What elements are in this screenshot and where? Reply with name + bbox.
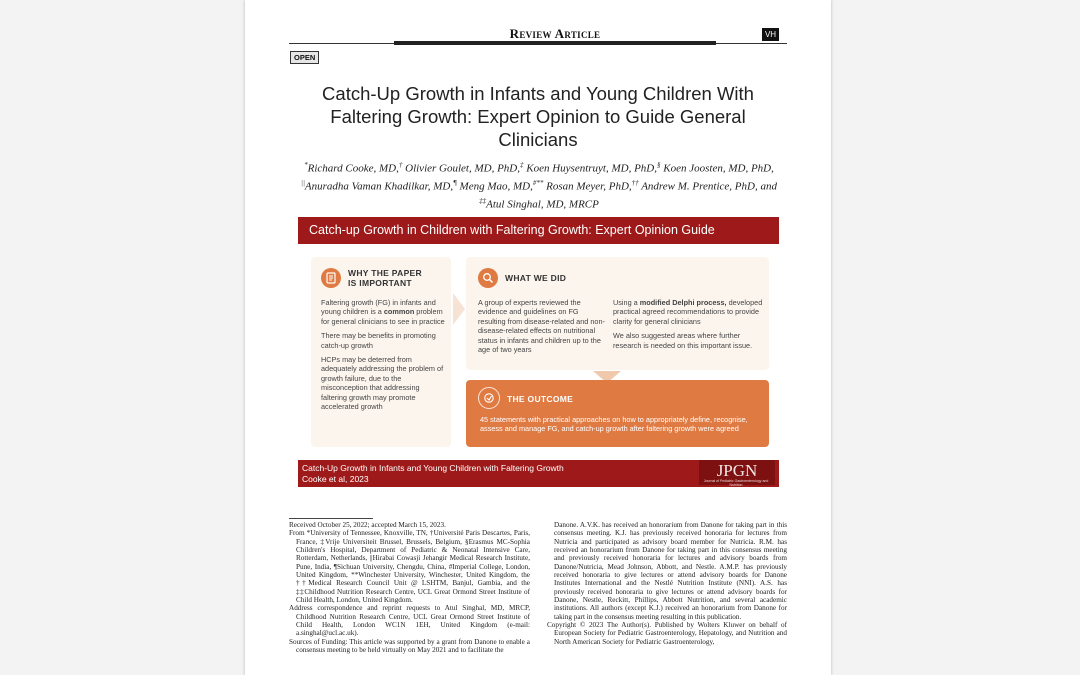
why-emphasis: common	[383, 307, 415, 317]
outcome-heading: THE OUTCOME	[507, 394, 574, 404]
copyright: Copyright © 2023 The Author(s). Published by Wolters Kluwer on behalf of European Society for Pediatric Gastroenterology, Hepatology, and Nutrition and North American Society for Pediatric Gastroenterology,	[547, 621, 787, 646]
author-affiliation-mark: ¶	[453, 179, 457, 188]
further-research-paragraph: We also suggested areas where further research is needed on this important issue.	[613, 331, 753, 350]
journal-badge: VH	[762, 28, 779, 41]
correspondence: Address correspondence and reprint requests to Atul Singhal, MD, MRCP, Childhood Nutrition Research Centre, UCL Great Ormond Street Institute of Child Health, London WC1N 1EH, United Kingdom (e-mail: a.singhal@ucl.ac.uk).	[289, 604, 530, 638]
author-affiliation-mark: ††	[631, 179, 639, 188]
author-name: Meng Mao, MD,	[456, 180, 533, 193]
what-we-did-col-2	[613, 298, 763, 355]
delphi-paragraph	[613, 298, 763, 326]
header-rule-right	[716, 43, 787, 44]
outcome-text: 45 statements with practical approaches on how to appropriately define, recognise, assess and manage FG, and catch-up growth after faltering growth were agreed	[480, 415, 748, 434]
author-name: Koen Joosten, MD, PhD,	[660, 162, 774, 175]
author-name: Atul Singhal, MD, MRCP	[486, 198, 599, 211]
author-affiliation-mark: ‡	[520, 161, 524, 169]
magnifier-icon	[478, 268, 498, 288]
outcome-card	[466, 380, 769, 447]
why-text: Faltering growth (FG) in infants and young children is a	[321, 298, 436, 317]
disclosures: Danone. A.V.K. has received an honorarium from Danone for taking part in this consensus meeting. K.J. has previously received honoraria for lectures from Nutricia and participated as advisory board member for Nutricia. R.M. has received an honorarium from Danone for taking part in this consensus meeting and previously received honoraria for lectures and advisory boards from Danone/Nutricia, Mead Johnson, Abbott, and Nestle. A.M.P. has previously received honoraria to give lectures or attend advisory boards for Danone Institutes International and the Nestlé Nutrition Institute (NNI). A.S. has previously received honoraria to give lectures or attend advisory boards for Danone, Nestle, Reckitt, Phillips, Abbott Nutrition, and several academic institutions. All authors (except K.J.) received an honorarium from Danone for taking part in the consensus meeting resulting in this publication.	[554, 521, 787, 621]
footnotes-right-column	[547, 521, 787, 646]
article-title: Catch-Up Growth in Infants and Young Children With Faltering Growth: Expert Opinion to Guide General Clinicians	[322, 83, 754, 150]
footer-citation-title: Catch-Up Growth in Infants and Young Children with Faltering Growth	[302, 463, 564, 473]
author-line-2	[285, 176, 793, 194]
received-dates: Received October 25, 2022; accepted March 15, 2023.	[289, 521, 446, 529]
author-name: Anuradha Vaman Khadilkar, MD,	[304, 180, 454, 193]
footer-citation-authors: Cooke et al, 2023	[302, 473, 369, 484]
footnote-rule	[289, 518, 373, 519]
author-affiliation-mark: †	[398, 161, 403, 169]
author-name: Richard Cooke, MD,	[307, 162, 399, 175]
footnotes-left-column	[289, 521, 530, 655]
author-name: Olivier Goulet, MD, PhD,	[402, 162, 520, 175]
graphical-abstract-title: Catch-up Growth in Children with Faltering Growth: Expert Opinion Guide	[298, 217, 779, 244]
author-name: Rosan Meyer, PhD,	[543, 180, 632, 193]
funding-sources: Sources of Funding: This article was supported by a grant from Danone to enable a consensus meeting to be held virtually on May 2021 and to facilitate the	[289, 637, 530, 655]
flow-arrow-right	[453, 293, 465, 325]
what-we-did-col-1: A group of experts reviewed the evidence and guidelines on FG resulting from disease-related and non-disease-related effects on nutritional status in infants and children up to the age of two years	[478, 298, 605, 355]
jpgn-logo: JPGN	[699, 460, 775, 485]
author-name: Koen Huysentruyt, MD, PhD,	[523, 162, 658, 175]
header-rule-left	[289, 43, 394, 44]
graphical-abstract	[298, 217, 779, 487]
document-icon	[321, 268, 341, 288]
why-heading-line-2: IS IMPORTANT	[348, 278, 412, 288]
did-emphasis: modified Delphi process,	[639, 298, 727, 307]
why-heading-line-1: WHY THE PAPER	[348, 268, 422, 278]
author-affiliation-mark: ‡‡	[479, 197, 487, 206]
why-text: problem for general clinicians to see in practice	[321, 307, 445, 326]
outcome-icon	[478, 387, 500, 409]
author-affiliation-mark: ||	[301, 179, 305, 188]
what-we-did-card	[466, 257, 769, 370]
did-text: Using a	[613, 298, 640, 307]
author-list	[285, 158, 793, 212]
document-page	[245, 0, 831, 675]
author-affiliation-mark: §	[657, 161, 661, 169]
why-point-2: There may be benefits in promoting catch-up growth	[321, 331, 436, 350]
author-name: Andrew M. Prentice, PhD, and	[638, 180, 777, 193]
why-heading	[348, 268, 422, 288]
author-line-3	[285, 194, 793, 212]
why-body	[321, 298, 446, 416]
section-heading: Review Article	[509, 26, 601, 41]
why-point-3: HCPs may be deterred from adequately addressing the problem of growth failure, due to the misconception that addressing faltering growth may promote accelerated growth	[321, 355, 444, 412]
author-affiliation-mark: *	[304, 161, 308, 169]
what-we-did-heading: WHAT WE DID	[505, 273, 567, 283]
why-point-1	[321, 298, 446, 326]
affiliations: From *University of Tennessee, Knoxville, TN, †Université Paris Descartes, Paris, France, ‡Vrije Universiteit Brussel, Brussels, Belgium, §Erasmus MC-Sophia Children's Hospital, Department of Pediatric & Neonatal Intensive Care, Rotterdam, Netherlands, ||Hirabai Cowasji Jehangir Medical Research Institute, Pune, India, ¶Sichuan University, Chengdu, China, #Imperial College, London, United Kingdom, **Winchester University, Winchester, United Kingdom, the ††Medical Research Council Unit @ LSHTM, Banjul, Gambia, and the ‡‡Childhood Nutrition Research Centre, UCL Great Ormond Street Institute of Child Health, London, United Kingdom.	[289, 529, 530, 605]
why-important-card	[311, 257, 451, 447]
jpgn-logo-subtitle: Journal of Pediatric Gastroenterology and Nutrition	[703, 479, 769, 487]
did-text: developed practical agreed recommendations to provide clarity for general clinicians	[613, 298, 763, 326]
author-affiliation-mark: #**	[532, 179, 544, 188]
open-access-badge: OPEN	[290, 51, 319, 64]
author-line-1	[285, 158, 793, 176]
